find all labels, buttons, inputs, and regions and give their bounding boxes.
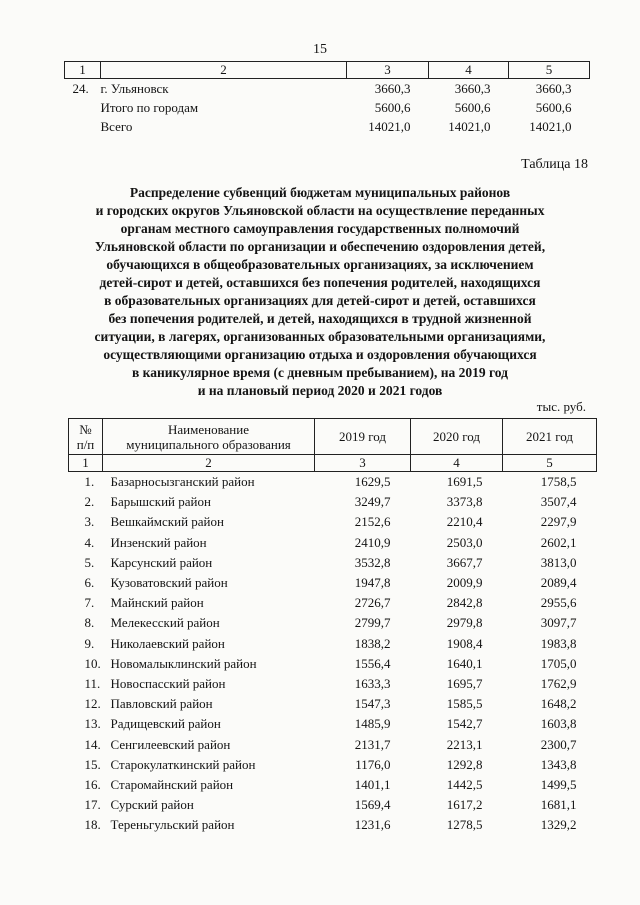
value-2020: 14021,0 (448, 118, 491, 134)
header-2021: 2021 год (503, 419, 597, 455)
table-row (65, 117, 590, 136)
continuation-table (64, 61, 590, 136)
table-row (65, 79, 590, 99)
table-row (69, 694, 597, 714)
column-number: 5 (503, 455, 597, 472)
header-num-line2: п/п (76, 436, 95, 452)
table-row (69, 472, 597, 493)
header-name-line2: муниципального образования (126, 436, 291, 452)
value-2019: 3532,8 (354, 554, 391, 570)
row-name: г. Ульяновск (100, 80, 169, 96)
header-num (69, 419, 103, 455)
title-line: осуществляющими организацию отдыха и оздоровления обучающихся (103, 347, 537, 362)
district-name: Старокулаткинский район (110, 756, 256, 772)
value-2021: 1762,9 (540, 675, 577, 691)
column-number: 1 (65, 62, 101, 79)
page-number: 15 (313, 42, 327, 57)
table-row (69, 714, 597, 734)
district-name: Павловский район (110, 696, 213, 712)
table-row (69, 593, 597, 613)
title-line: в каникулярное время (с дневным пребыванием), на 2019 год (132, 365, 508, 380)
table-row (69, 613, 597, 633)
district-name: Базарносызганский район (110, 474, 255, 490)
row-number: 24. (72, 80, 89, 96)
title-line: Ульяновской области по организации и обеспечению оздоровления детей, (94, 239, 546, 254)
table-row (69, 815, 597, 835)
row-name: Всего (100, 118, 133, 134)
value-2021: 1758,5 (540, 474, 577, 490)
district-name: Кузоватовский район (110, 575, 228, 591)
header-name (103, 419, 315, 455)
table-row (65, 98, 590, 117)
units-label: тыс. руб. (536, 399, 586, 414)
table-row (69, 734, 597, 754)
table-row (69, 795, 597, 815)
column-numbers-row (69, 455, 597, 472)
column-number: 3 (315, 455, 411, 472)
value-2021: 5600,6 (535, 99, 572, 115)
value-2020: 3667,7 (446, 554, 483, 570)
column-number: 2 (103, 455, 315, 472)
title-line: и городских округов Ульяновской области на осуществление переданных (95, 203, 545, 218)
value-2021: 14021,0 (529, 118, 572, 134)
value-2019: 1838,2 (354, 635, 391, 651)
title-line: Распределение субвенций бюджетам муниципальных районов (129, 185, 511, 200)
value-2021: 1648,2 (540, 696, 577, 712)
row-number: 4. (84, 534, 95, 550)
table-row (69, 553, 597, 573)
value-2019: 2799,7 (354, 615, 391, 631)
header-name-line1: Наименование (168, 421, 249, 437)
value-2019: 2152,6 (354, 514, 391, 530)
table-row (69, 492, 597, 512)
row-number: 11. (84, 675, 101, 691)
column-number: 2 (101, 62, 347, 79)
title-line: ситуации, в лагерях, организованных образовательными организациями, (94, 329, 546, 344)
row-number: 7. (84, 595, 95, 611)
value-2021: 2602,1 (540, 534, 577, 550)
value-2019: 2726,7 (354, 595, 391, 611)
value-2020: 2210,4 (446, 514, 483, 530)
value-2019: 1231,6 (354, 817, 391, 833)
value-2020: 3373,8 (446, 494, 483, 510)
value-2021: 3660,3 (535, 80, 572, 96)
row-number: 14. (84, 736, 101, 752)
value-2019: 1629,5 (354, 474, 391, 490)
row-number: 13. (84, 716, 101, 732)
district-name: Сурский район (110, 797, 194, 813)
district-name: Радищевский район (110, 716, 221, 732)
value-2019: 1947,8 (354, 575, 391, 591)
value-2021: 3097,7 (540, 615, 577, 631)
value-2021: 1603,8 (540, 716, 577, 732)
value-2020: 1908,4 (446, 635, 483, 651)
value-2019: 1556,4 (354, 655, 391, 671)
row-name: Итого по городам (100, 99, 199, 115)
title-line: обучающихся в общеобразовательных организациях, за исключением (106, 257, 534, 272)
value-2021: 1499,5 (540, 776, 577, 792)
column-number: 4 (429, 62, 509, 79)
district-name: Барышский район (110, 494, 211, 510)
value-2020: 1695,7 (446, 675, 483, 691)
value-2021: 1329,2 (540, 817, 577, 833)
header-num-line1: № (79, 421, 92, 437)
header-2020: 2020 год (411, 419, 503, 455)
table-row (69, 512, 597, 532)
subventions-table (68, 418, 597, 835)
column-number: 4 (411, 455, 503, 472)
value-2020: 2842,8 (446, 595, 483, 611)
value-2019: 14021,0 (368, 118, 411, 134)
value-2021: 3507,4 (540, 494, 577, 510)
value-2020: 5600,6 (454, 99, 491, 115)
value-2020: 3660,3 (454, 80, 491, 96)
value-2019: 1401,1 (354, 776, 391, 792)
value-2019: 1633,3 (354, 675, 391, 691)
title-line: без попечения родителей, и детей, находящихся в трудной жизненной (108, 311, 532, 326)
value-2020: 1640,1 (446, 655, 483, 671)
district-name: Инзенский район (110, 534, 207, 550)
value-2019: 1547,3 (354, 696, 391, 712)
value-2019: 3660,3 (374, 80, 411, 96)
row-number: 2. (84, 494, 95, 510)
district-name: Новоспасский район (110, 675, 226, 691)
value-2019: 1485,9 (354, 716, 391, 732)
value-2020: 1617,2 (446, 797, 483, 813)
value-2021: 1983,8 (540, 635, 577, 651)
district-name: Майнский район (110, 595, 204, 611)
district-name: Вешкаймский район (110, 514, 224, 530)
row-number: 15. (84, 756, 101, 772)
row-number: 3. (84, 514, 95, 530)
table-row (69, 755, 597, 775)
table-row (69, 533, 597, 553)
value-2019: 5600,6 (374, 99, 411, 115)
district-name: Новомалыклинский район (110, 655, 257, 671)
row-number: 18. (84, 817, 101, 833)
value-2020: 1585,5 (446, 696, 483, 712)
value-2021: 2297,9 (540, 514, 577, 530)
table-row (69, 775, 597, 795)
value-2020: 1292,8 (446, 756, 483, 772)
value-2020: 1542,7 (446, 716, 483, 732)
row-number: 5. (84, 554, 95, 570)
value-2020: 1442,5 (446, 776, 483, 792)
value-2021: 3813,0 (540, 554, 577, 570)
row-number: 12. (84, 696, 101, 712)
table-row (69, 573, 597, 593)
value-2019: 2131,7 (354, 736, 391, 752)
value-2019: 1176,0 (355, 756, 391, 772)
district-name: Старомайнский район (110, 776, 234, 792)
title-line: и на плановый период 2020 и 2021 годов (197, 383, 443, 398)
value-2020: 2503,0 (446, 534, 483, 550)
value-2020: 2009,9 (446, 575, 483, 591)
title-line: в образовательных организациях для детей-сирот и детей, оставшихся (104, 293, 536, 308)
district-name: Карсунский район (110, 554, 213, 570)
value-2021: 1343,8 (540, 756, 577, 772)
title-line: органам местного самоуправления государственных полномочий (120, 221, 520, 236)
district-name: Тереньгульский район (110, 817, 235, 833)
row-number: 10. (84, 655, 101, 671)
row-number: 8. (84, 615, 95, 631)
column-number: 1 (69, 455, 103, 472)
district-name: Мелекесский район (110, 615, 220, 631)
table-header (69, 419, 597, 455)
row-number (65, 117, 101, 136)
value-2020: 2979,8 (446, 615, 483, 631)
value-2020: 2213,1 (446, 736, 483, 752)
continuation-column-numbers (65, 62, 590, 79)
table-row (69, 634, 597, 654)
row-number (65, 98, 101, 117)
table-title (50, 184, 590, 400)
table-row (69, 674, 597, 694)
value-2021: 1681,1 (540, 797, 577, 813)
value-2019: 2410,9 (354, 534, 391, 550)
column-number: 5 (509, 62, 590, 79)
value-2019: 1569,4 (354, 797, 391, 813)
value-2020: 1691,5 (446, 474, 483, 490)
column-number: 3 (347, 62, 429, 79)
table-row (69, 654, 597, 674)
header-2019: 2019 год (315, 419, 411, 455)
row-number: 1. (84, 474, 95, 490)
value-2021: 1705,0 (540, 655, 577, 671)
district-name: Николаевский район (110, 635, 225, 651)
table-label: Таблица 18 (521, 157, 588, 172)
row-number: 17. (84, 797, 101, 813)
row-number: 16. (84, 776, 101, 792)
row-number: 6. (84, 575, 95, 591)
row-number: 9. (84, 635, 95, 651)
value-2019: 3249,7 (354, 494, 391, 510)
value-2021: 2089,4 (540, 575, 577, 591)
value-2021: 2955,6 (540, 595, 577, 611)
value-2021: 2300,7 (540, 736, 577, 752)
value-2020: 1278,5 (446, 817, 483, 833)
title-line: детей-сирот и детей, оставшихся без попечения родителей, находящихся (99, 275, 541, 290)
district-name: Сенгилеевский район (110, 736, 231, 752)
